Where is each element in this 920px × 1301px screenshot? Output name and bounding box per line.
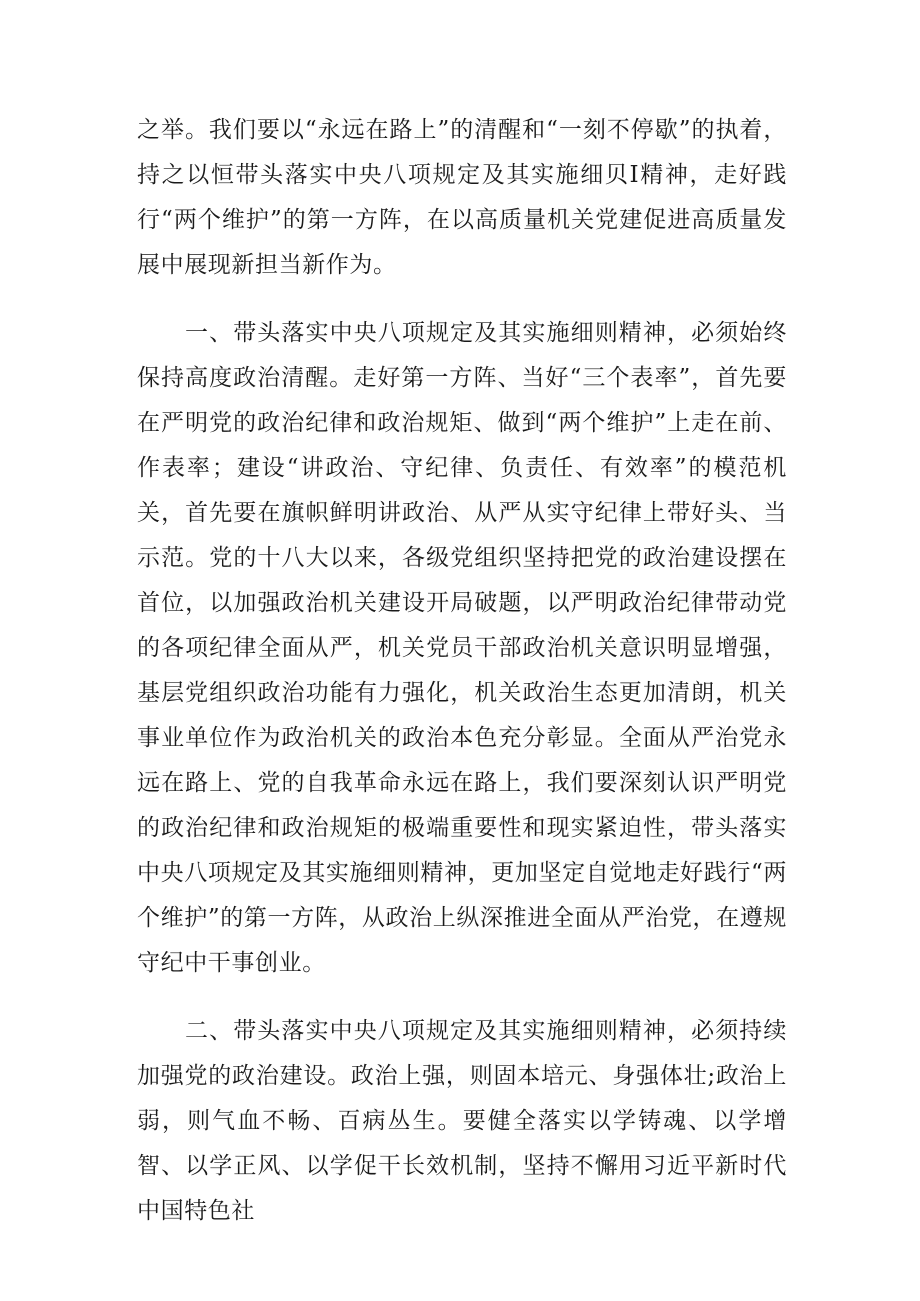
paragraph-continued: 之举。我们要以“永远在路上”的清醒和“一刻不停歇”的执着，持之以恒带头落实中央八项规定及其实施细贝I精神，走好践行“两个维护”的第一方阵，在以高质量机关党建促进高质量发展中展现新担当新作为。 bbox=[137, 117, 787, 278]
document-body bbox=[137, 108, 787, 1234]
paragraph-section-one: 一、带头落实中央八项规定及其实施细则精神，必须始终保持高度政治清醒。走好第一方阵、当好“三个表率”，首先要在严明党的政治纪律和政治规矩、做到“两个维护”上走在前、作表率；建设“讲政治、守纪律、负责任、有效率”的模范机关，首先要在旗帜鲜明讲政治、从严从实守纪律上带好头、当示范。党的十八大以来，各级党组织坚持把党的政治建设摆在首位，以加强政治机关建设开局破题，以严明政治纪律带动党的各项纪律全面从严，机关党员干部政治机关意识明显增强，基层党组织政治功能有力强化，机关政治生态更加清朗，机关事业单位作为政治机关的政治本色充分彰显。全面从严治党永远在路上、党的自我革命永远在路上，我们要深刻认识严明党的政治纪律和政治规矩的极端重要性和现实紧迫性，带头落实中央八项规定及其实施细则精神，更加坚定自觉地走好践行“两个维护”的第一方阵，从政治上纵深推进全面从严治党，在遵规守纪中干事创业。 bbox=[137, 320, 787, 976]
paragraph-section-two: 二、带头落实中央八项规定及其实施细则精神，必须持续加强党的政治建设。政治上强，则固本培元、身强体壮;政治上弱，则气血不畅、百病丛生。要健全落实以学铸魂、以学增智、以学正风、以学促干长效机制，坚持不懈用习近平新时代中国特色社 bbox=[137, 1018, 787, 1224]
